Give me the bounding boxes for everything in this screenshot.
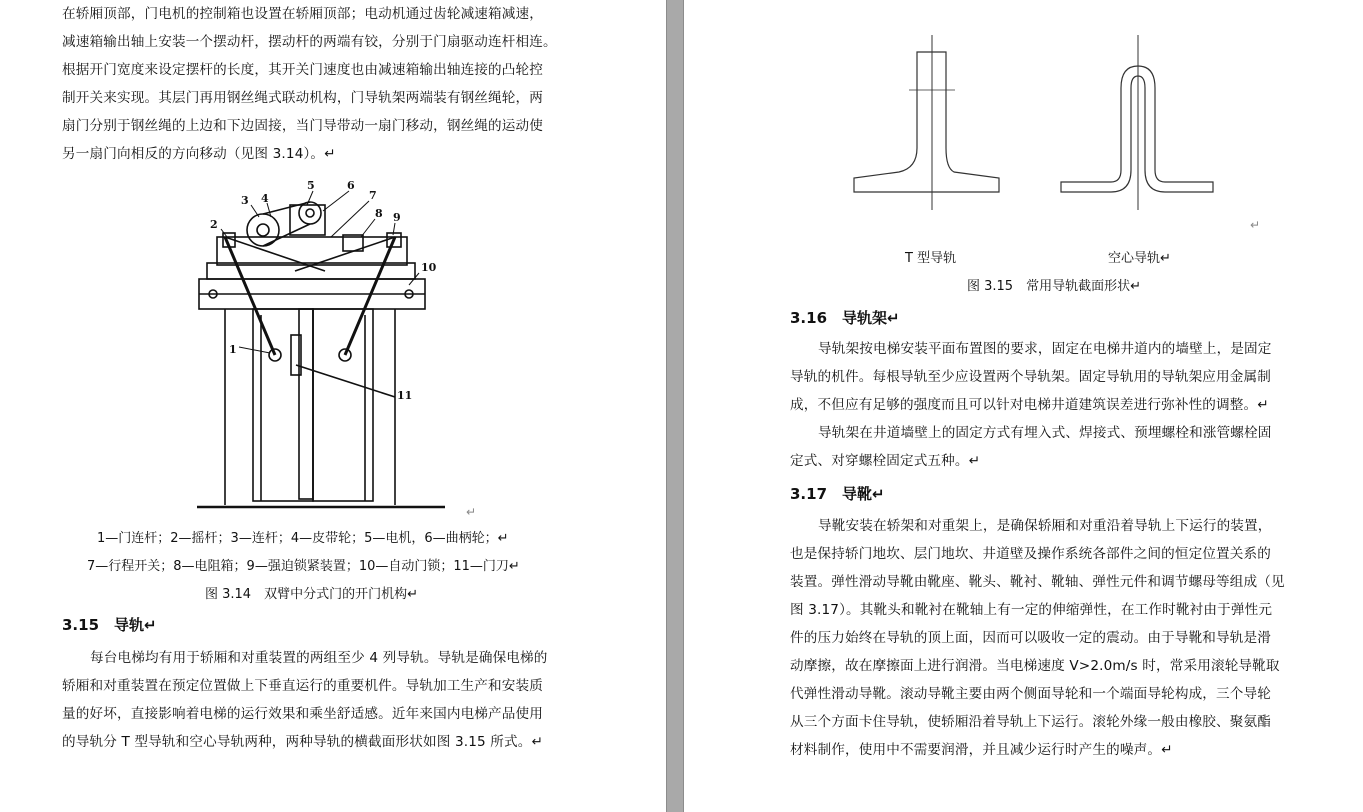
figure-label: 9 bbox=[393, 211, 401, 224]
body-paragraph bbox=[62, 644, 662, 756]
figure-label: 8 bbox=[375, 207, 383, 220]
text-line: 成，不但应有足够的强度而且可以针对电梯井道建筑误差进行弥补性的调整。↵ bbox=[790, 397, 1269, 413]
text-line: 导轨架按电梯安装平面布置图的要求，固定在电梯井道内的墙壁上，是固定 bbox=[818, 341, 1272, 357]
figure-label-t-rail: T 型导轨 bbox=[905, 251, 957, 266]
figure-label: 5 bbox=[307, 179, 315, 192]
text-line: 减速箱输出轴上安装一个摆动杆，摆动杆的两端有铰，分别于门扇驱动连杆相连。 bbox=[62, 34, 557, 50]
section-heading: 3.16 导轨架↵ bbox=[790, 309, 900, 327]
figure-caption: 图 3.14 双臂中分式门的开门机构↵ bbox=[205, 587, 418, 602]
figure-label: 10 bbox=[421, 261, 437, 274]
figure-legend-line: 1—门连杆；2—摇杆；3—连杆；4—皮带轮；5—电机，6—曲柄轮；↵ bbox=[97, 531, 509, 546]
page-gutter bbox=[666, 0, 684, 812]
figure-label: 4 bbox=[261, 192, 269, 205]
section-heading: 3.17 导靴↵ bbox=[790, 485, 885, 503]
text-line: 的导轨分 T 型导轨和空心导轨两种，两种导轨的横截面形状如图 3.15 所式。↵ bbox=[62, 734, 544, 750]
text-line: 扇门分别于钢丝绳的上边和下边固接，当门导带动一扇门移动，钢丝绳的运动使 bbox=[62, 118, 544, 134]
paragraph-mark: ↵ bbox=[466, 505, 477, 519]
figure-label: 2 bbox=[210, 218, 218, 231]
text-line: 轿厢和对重装置在预定位置做上下垂直运行的重要机件。导轨加工生产和安装质 bbox=[62, 678, 544, 694]
text-line: 从三个方面卡住导轨，使轿厢沿着导轨上下运行。滚轮外缘一般由橡胶、聚氨酯 bbox=[790, 714, 1272, 730]
figure-label: 3 bbox=[241, 194, 249, 207]
text-line: 在轿厢顶部，门电机的控制箱也设置在轿厢顶部；电动机通过齿轮减速箱减速， bbox=[62, 6, 544, 22]
figure-door-mechanism bbox=[195, 175, 455, 515]
figure-caption: 图 3.15 常用导轨截面形状↵ bbox=[967, 279, 1141, 294]
text-line: 导轨的机件。每根导轨至少应设置两个导轨架。固定导轨用的导轨架应用金属制 bbox=[790, 369, 1272, 385]
document-page-left bbox=[0, 0, 666, 812]
text-line: 也是保持轿门地坎、层门地坎、井道壁及操作系统各部件之间的恒定位置关系的 bbox=[790, 546, 1272, 562]
text-line: 定式、对穿螺栓固定式五种。↵ bbox=[790, 453, 981, 469]
body-paragraph bbox=[790, 335, 1360, 475]
figure-label: 7 bbox=[369, 189, 377, 202]
text-line: 每台电梯均有用于轿厢和对重装置的两组至少 4 列导轨。导轨是确保电梯的 bbox=[90, 650, 548, 666]
text-line: 制开关来实现。其层门再用钢丝绳式联动机构，门导轨架两端装有钢丝绳轮，两 bbox=[62, 90, 544, 106]
figure-label-hollow-rail: 空心导轨↵ bbox=[1108, 251, 1171, 266]
text-line: 图 3.17）。其靴头和靴衬在靴轴上有一定的伸缩弹性，在工作时靴衬由于弹性元 bbox=[790, 602, 1273, 618]
figure-label: 6 bbox=[347, 179, 355, 192]
figure-legend-line: 7—行程开关；8—电阻箱；9—强迫锁紧装置；10—自动门锁；11—门刀↵ bbox=[87, 559, 520, 574]
document-page-right bbox=[684, 0, 1363, 812]
figure-label: 1 bbox=[229, 343, 237, 356]
text-line: 材料制作，使用中不需要润滑，并且减少运行时产生的噪声。↵ bbox=[790, 742, 1173, 758]
intro-paragraph bbox=[62, 0, 662, 168]
text-line: 根据开门宽度来设定摆杆的长度，其开关门速度也由减速箱输出轴连接的凸轮控 bbox=[62, 62, 544, 78]
text-line: 装置。弹性滑动导靴由靴座、靴头、靴衬、靴轴、弹性元件和调节螺母等组成（见 bbox=[790, 574, 1285, 590]
text-line: 件的压力始终在导轨的顶上面，因而可以吸收一定的震动。由于导靴和导轨是滑 bbox=[790, 630, 1272, 646]
section-heading: 3.15 导轨↵ bbox=[62, 616, 157, 634]
text-line: 导靴安装在轿架和对重架上，是确保轿厢和对重沿着导轨上下运行的装置， bbox=[818, 518, 1272, 534]
body-paragraph bbox=[790, 512, 1360, 764]
figure-label: 11 bbox=[397, 389, 413, 402]
text-line: 动摩擦，故在摩擦面上进行润滑。当电梯速度 V>2.0m/s 时，常采用滚轮导靴取 bbox=[790, 658, 1280, 674]
figure-rail-sections bbox=[849, 30, 1219, 220]
text-line: 代弹性滑动导靴。滚动导靴主要由两个侧面导轮和一个端面导轮构成，三个导轮 bbox=[790, 686, 1272, 702]
text-line: 量的好坏，直接影响着电梯的运行效果和乘坐舒适感。近年来国内电梯产品使用 bbox=[62, 706, 544, 722]
paragraph-mark: ↵ bbox=[1250, 218, 1261, 232]
text-line: 另一扇门向相反的方向移动（见图 3.14）。↵ bbox=[62, 146, 336, 162]
text-line: 导轨架在井道墙壁上的固定方式有埋入式、焊接式、预埋螺栓和涨管螺栓固 bbox=[818, 425, 1272, 441]
